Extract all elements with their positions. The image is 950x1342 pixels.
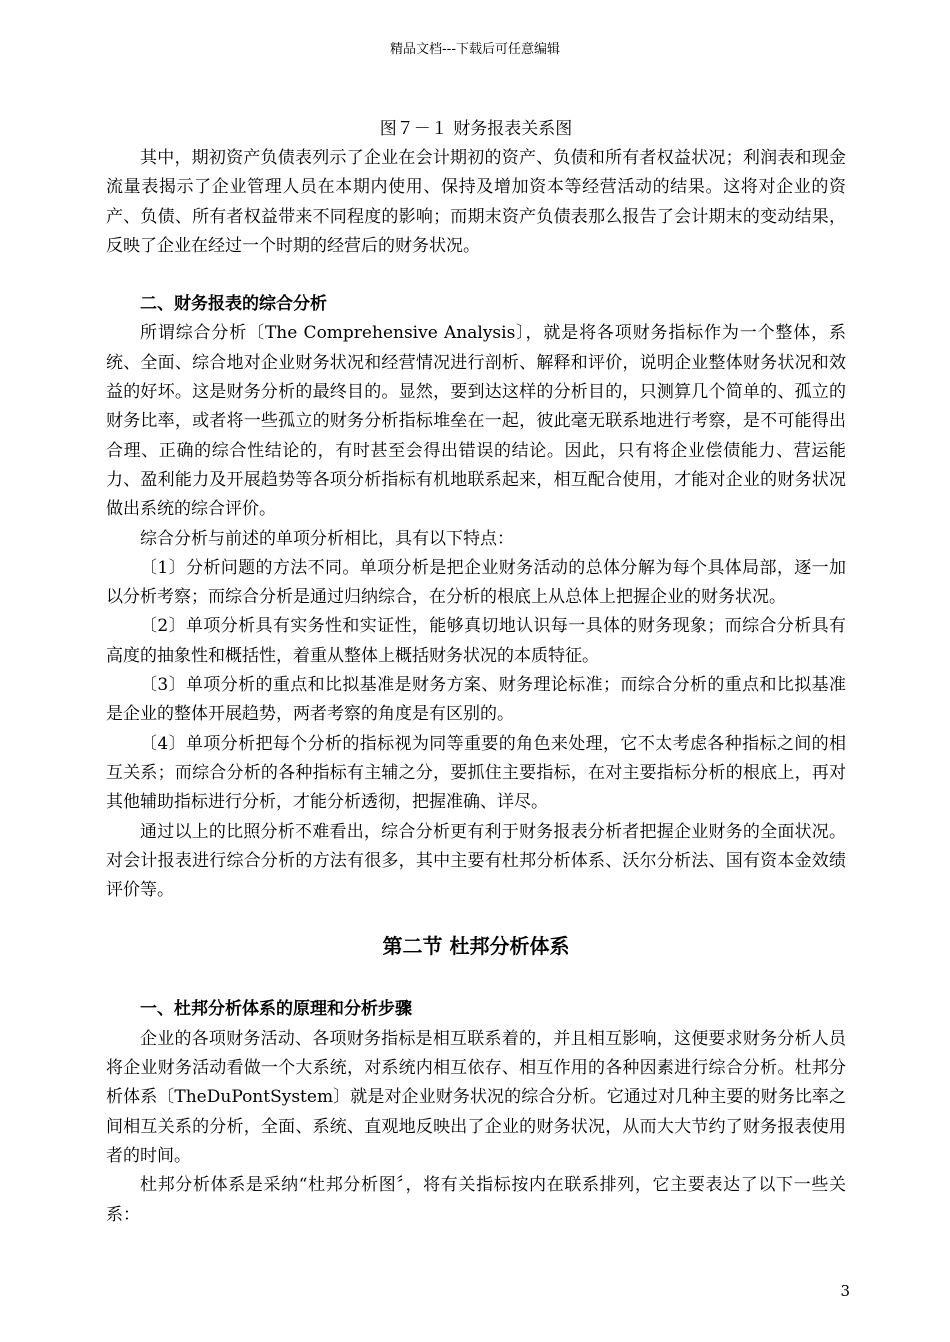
subsection-heading-dupont-principle: 一、杜邦分析体系的原理和分析步骤: [140, 999, 412, 1020]
spacer: [106, 961, 846, 995]
paragraph: 所谓综合分析〔The Comprehensive Analysis〕，就是将各项财务指标作为一个整体，系统、全面、综合地对企业财务状况和经营情况进行剖析、解释和评价，说明企业整体财务状况和效益的好坏。这是财务分析的最终目的。显然，要到达这样的分析目的，只测算几个简单的、孤立的财务比率，或者将一些孤立的财务分析指标堆垒在一起，彼此毫无联系地进行考察，是不可能得出合理、正确的综合性结论的，有时甚至会得出错误的结论。因此，只有将企业偿债能力、营运能力、盈利能力及开展趋势等各项分析指标有机地联系起来，相互配合使用，才能对企业的财务状况做出系统的综合评价。: [106, 323, 846, 520]
paragraph: 企业的各项财务活动、各项财务指标是相互联系着的，并且相互影响，这便要求财务分析人员将企业财务活动看做一个大系统，对系统内相互依存、相互作用的各种因素进行综合分析。杜邦分析体系〔TheDuPontSystem〕就是对企业财务状况的综合分析。它通过对几种主要的财务比率之间相互关系的分析，全面、系统、直观地反映出了企业的财务状况，从而大大节约了财务报表使用者的时间。: [106, 1028, 846, 1166]
page-header: 精品文档---下载后可任意编辑: [389, 42, 561, 57]
spacer: [106, 261, 846, 290]
figure-caption: 图７－１ 财务报表关系图: [379, 119, 573, 139]
chapter-section-title: 第二节 杜邦分析体系: [382, 934, 570, 959]
section-heading-comprehensive-analysis: 二、财务报表的综合分析: [140, 294, 327, 315]
intro-paragraph: 其中，期初资产负债表列示了企业在会计期初的资产、负债和所有者权益状况；利润表和现金流量表揭示了企业管理人员在本期内使用、保持及增加资本等经营活动的结果。这将对企业的资产、负债、所有者权益带来不同程度的影响；而期末资产负债表那么报告了会计期末的变动结果，反映了企业在经过一个时期的经营后的财务状况。: [106, 148, 846, 256]
paragraph: 〔2〕单项分析具有实务性和实证性，能够真切地认识每一具体的财务现象；而综合分析具有高度的抽象性和概括性，着重从整体上概括财务状况的本质特征。: [106, 616, 846, 666]
paragraph: 综合分析与前述的单项分析相比，具有以下特点：: [140, 528, 514, 549]
paragraph: 〔1〕分析问题的方法不同。单项分析是把企业财务活动的总体分解为每个具体局部，逐一加以分析考察；而综合分析是通过归纳综合，在分析的根底上从总体上把握企业的财务状况。: [106, 557, 846, 608]
page-number: 3: [840, 1282, 850, 1300]
paragraph: 〔4〕单项分析把每个分析的指标视为同等重要的角色来处理，它不太考虑各种指标之间的相互关系；而综合分析的各种指标有主辅之分，要抓住主要指标，在对主要指标分析的根底上，再对其他辅助指标进行分析，才能分析透彻，把握准确、详尽。: [106, 733, 846, 813]
spacer: [106, 905, 846, 931]
paragraph: 通过以上的比照分析不难看出，综合分析更有利于财务报表分析者把握企业财务的全面状况。对会计报表进行综合分析的方法有很多，其中主要有杜邦分析体系、沃尔分析法、国有资本金效绩评价等。: [106, 821, 846, 901]
paragraph: 〔3〕单项分析的重点和比拟基准是财务方案、财务理论标准；而综合分析的重点和比拟基准是企业的整体开展趋势，两者考察的角度是有区别的。: [106, 675, 846, 725]
page-content: [106, 114, 846, 1230]
paragraph: 杜邦分析体系是采纳“杜邦分析图〞，将有关指标按内在联系排列，它主要表达了以下一些关系：: [106, 1175, 846, 1225]
